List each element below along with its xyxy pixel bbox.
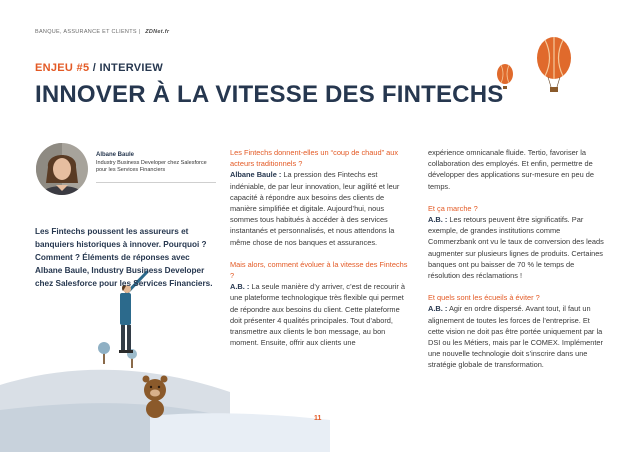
answer-label: A.B. : xyxy=(428,304,448,314)
kicker-label: ENJEU #5 xyxy=(35,62,90,74)
hot-air-balloon-large xyxy=(537,37,571,92)
running-header xyxy=(35,29,169,35)
answer-text: Agir en ordre dispersé. Avant tout, il faut un alignement de toutes les forces de l’entreprise. Et cette vision ne doit pas être portée uniquement par la DSI ou les Métiers, mais par le COMEX. Implémenter une nouvelle technologie doit s’inscrire dans une stratégie globale de transformation. xyxy=(428,304,603,370)
divider xyxy=(96,182,216,183)
article-title: INNOVER À LA VITESSE DES FINTECHS xyxy=(35,81,504,108)
answer-text: La pression des Fintechs est indéniable, de par leur innovation, leur agilité et leur capacité à répondre aux besoins des clients de manière simplifiée et digitale. Aujourd’hui, nous sommes tous habitués à accéder à des services instantanés et personnalisés, et nous attendons la même chose de nos banques et assurances. xyxy=(230,170,400,247)
answer-label: Albane Baule : xyxy=(230,170,282,180)
publication-logo: ZDNet.fr xyxy=(145,29,170,35)
water xyxy=(150,413,330,452)
section-kicker xyxy=(35,62,163,74)
kicker-slash: / xyxy=(92,62,97,74)
answer-label: A.B. : xyxy=(230,282,250,292)
question: Et ça marche ? xyxy=(428,203,478,213)
avatar xyxy=(36,143,88,195)
header-separator: | xyxy=(138,29,141,35)
text-column-1 xyxy=(230,147,408,359)
answer-continuation: expérience omnicanale fluide. Tertio, favoriser la collaboration des employés. Et enfin, permettre de développer des applications sur-mesure en peu de temps. xyxy=(428,148,594,191)
question: Et quels sont les écueils à éviter ? xyxy=(428,293,540,303)
qa-block xyxy=(230,259,408,349)
question: Les Fintechs donnent-elles un “coup de chaud” aux acteurs traditionnels ? xyxy=(230,148,399,169)
page-number: 11 xyxy=(314,415,322,422)
text-column-2 xyxy=(428,147,606,382)
qa-block xyxy=(428,203,606,281)
interviewee-name: Albane Baule xyxy=(96,152,135,158)
hill-tree-left xyxy=(98,342,110,364)
qa-block xyxy=(428,292,606,370)
answer-text: Les retours peuvent être significatifs. Par exemple, de grandes institutions comme Commerzbank ont vu le taux de conversion des leads augmenter sur plusieurs lignes de produits. Certaines banques ont pu baisser de 70 % le temps de résolution des réclamations ! xyxy=(428,215,604,281)
answer-label: A.B. : xyxy=(428,215,448,225)
kicker-rest: INTERVIEW xyxy=(99,62,164,74)
intro-paragraph: Les Fintechs poussent les assureurs et banquiers historiques à innover. Pourquoi ? Comment ? Éléments de réponses avec Albane Baule, Industry Business Developer chez Salesforce pour les Services Financiers. xyxy=(35,227,213,289)
question: Mais alors, comment évoluer à la vitesse des Fintechs ? xyxy=(230,259,408,281)
answer-text: La seule manière d’y arriver, c’est de recourir à une plateforme technologique très flexible qui permet de répondre aux besoins du client. Cette plateforme doit présenter 4 qualités principales. Tout d’abord, transmettre aux clients le bon message, au bon moment. Ensuite, offrir aux clients une xyxy=(230,282,405,348)
qa-block xyxy=(230,147,408,248)
interviewee-role: Industry Business Developer chez Salesforce pour les Services Financiers xyxy=(96,160,207,173)
header-section: BANQUE, ASSURANCE ET CLIENTS xyxy=(35,29,137,35)
